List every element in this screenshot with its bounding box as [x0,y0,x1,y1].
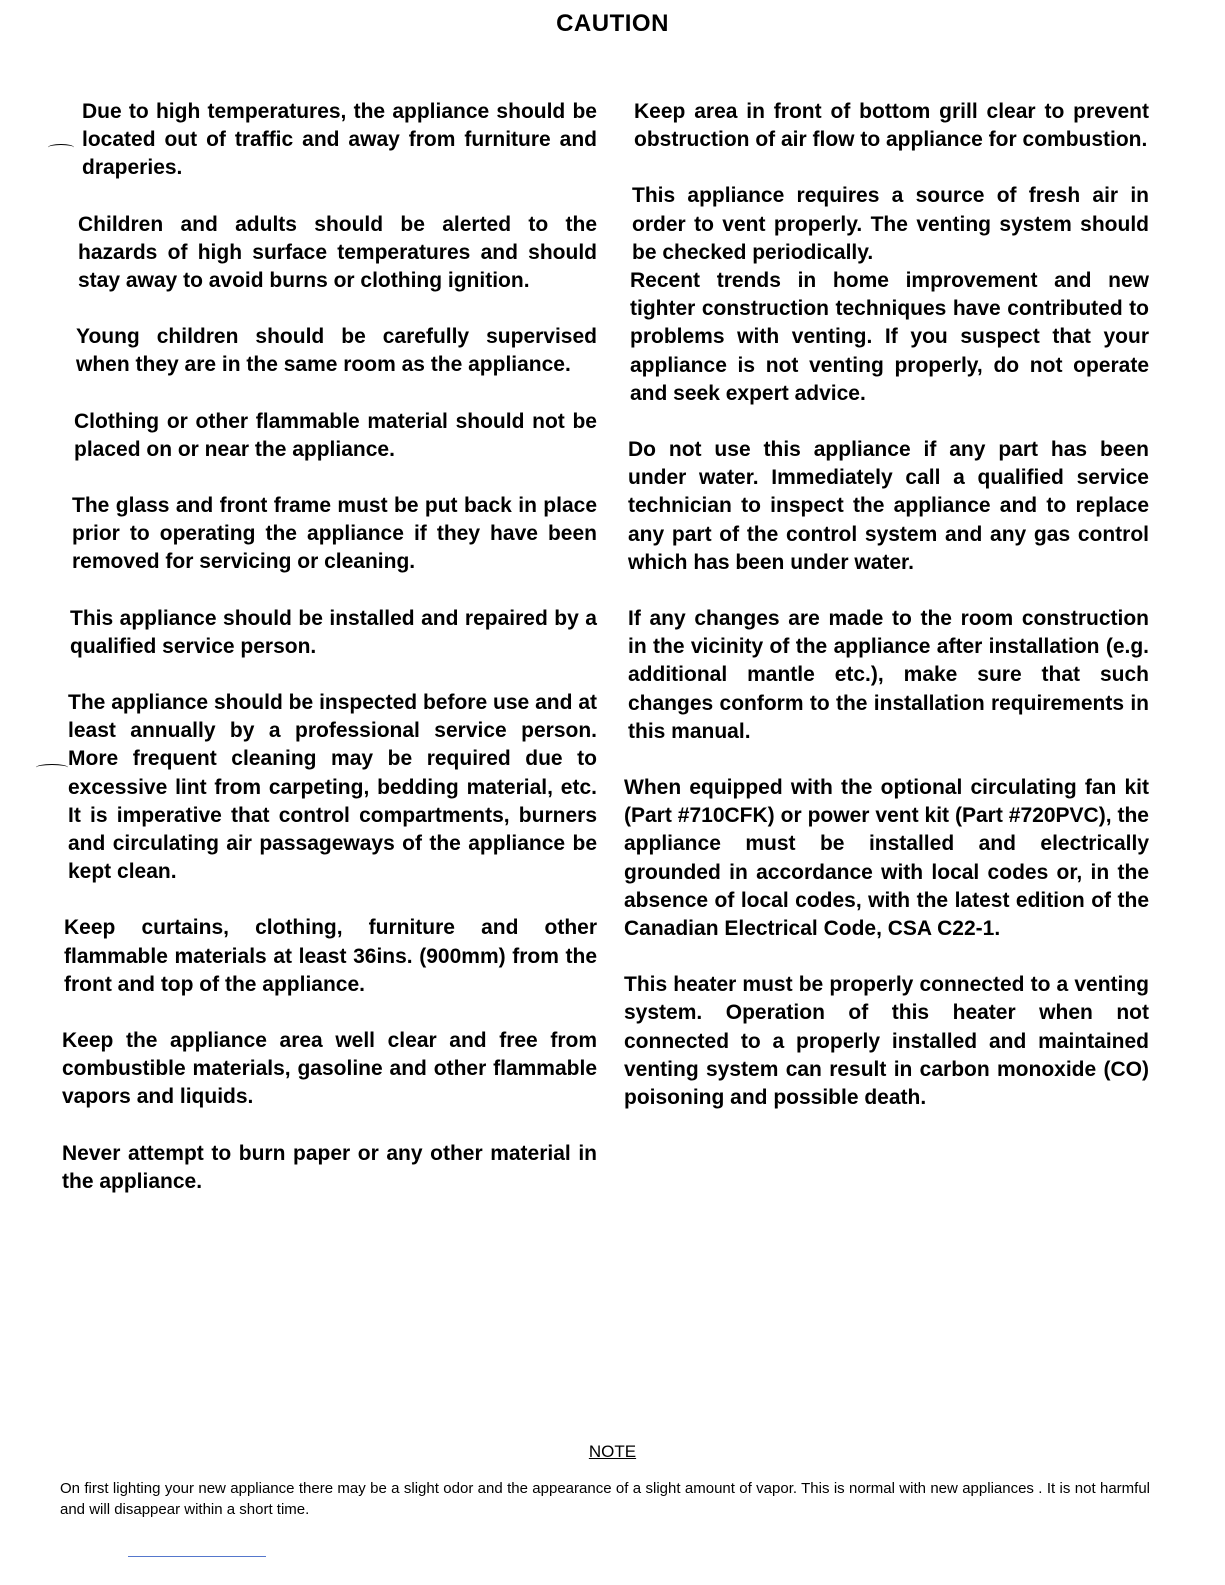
right-column [624,98,1149,1112]
note-heading: NOTE [588,1442,637,1461]
caution-paragraph: Keep area in front of bottom grill clear to prevent obstruction of air flow to appliance for combustion. [634,100,1149,152]
caution-paragraph: Keep curtains, clothing, furniture and other flammable materials at least 36ins. (900mm) from the front and top of the appliance. [64,916,597,996]
caution-paragraph: The appliance should be inspected before use and at least annually by a professional service person. More frequent cleaning may be required due to excessive lint from carpeting, bedding material, etc. It is imperative that control compartments, burners and circulating air passageways of the appliance be kept clean. [68,691,597,884]
caution-paragraph: Do not use this appliance if any part has been under water. Immediately call a qualified service technician to inspect the appliance and to replace any part of the control system and any gas control which has been under water. [628,438,1149,574]
caution-paragraph: If any changes are made to the room construction in the vicinity of the appliance after installation (e.g. additional mantle etc.), make sure that such changes conform to the installation requirements in this manual. [628,607,1149,743]
caution-paragraph: Children and adults should be alerted to the hazards of high surface temperatures and should stay away to avoid burns or clothing ignition. [78,212,597,293]
note-text: On first lighting your new appliance there may be a slight odor and the appearance of a slight amount of vapor. This is normal with new appliances . It is not harmful and will disappear within a short time. [60,1480,1150,1518]
caution-paragraph: When equipped with the optional circulating fan kit (Part #710CFK) or power vent kit (Part #720PVC), the appliance must be installed and electrically grounded in accordance with local codes or, in the absence of local codes, with the latest edition of the Canadian Electrical Code, CSA C22-1. [624,776,1149,941]
page-title: CAUTION [556,10,669,37]
caution-paragraph: Due to high temperatures, the appliance should be located out of traffic and away from furniture and draperies. [82,100,597,180]
caution-paragraph: Never attempt to burn paper or any other material in the appliance. [62,1141,597,1193]
caution-paragraph: This appliance should be installed and repaired by a qualified service person. [70,606,597,658]
caution-paragraph: Clothing or other flammable material should not be placed on or near the appliance. [74,409,597,461]
caution-paragraph: Recent trends in home improvement and new tighter construction techniques have contributed to problems with venting. If you suspect that your appliance is not venting properly, do not operate and seek expert advice. [630,269,1149,405]
caution-paragraph: This appliance requires a source of fresh air in order to vent properly. The venting system should be checked periodically. [632,184,1149,264]
caution-paragraph: The glass and front frame must be put back in place prior to operating the appliance if they have been removed for servicing or cleaning. [72,494,597,574]
left-column [62,98,597,1196]
caution-paragraph: This heater must be properly connected to a venting system. Operation of this heater when not connected to a properly installed and maintained venting system can result in carbon monoxide (CO) poisoning and possible death. [624,973,1149,1110]
caution-paragraph: Keep the appliance area well clear and free from combustible materials, gasoline and other flammable vapors and liquids. [62,1029,597,1109]
caution-paragraph: Young children should be carefully supervised when they are in the same room as the appliance. [76,325,597,377]
scan-artifact-line [128,1556,266,1557]
